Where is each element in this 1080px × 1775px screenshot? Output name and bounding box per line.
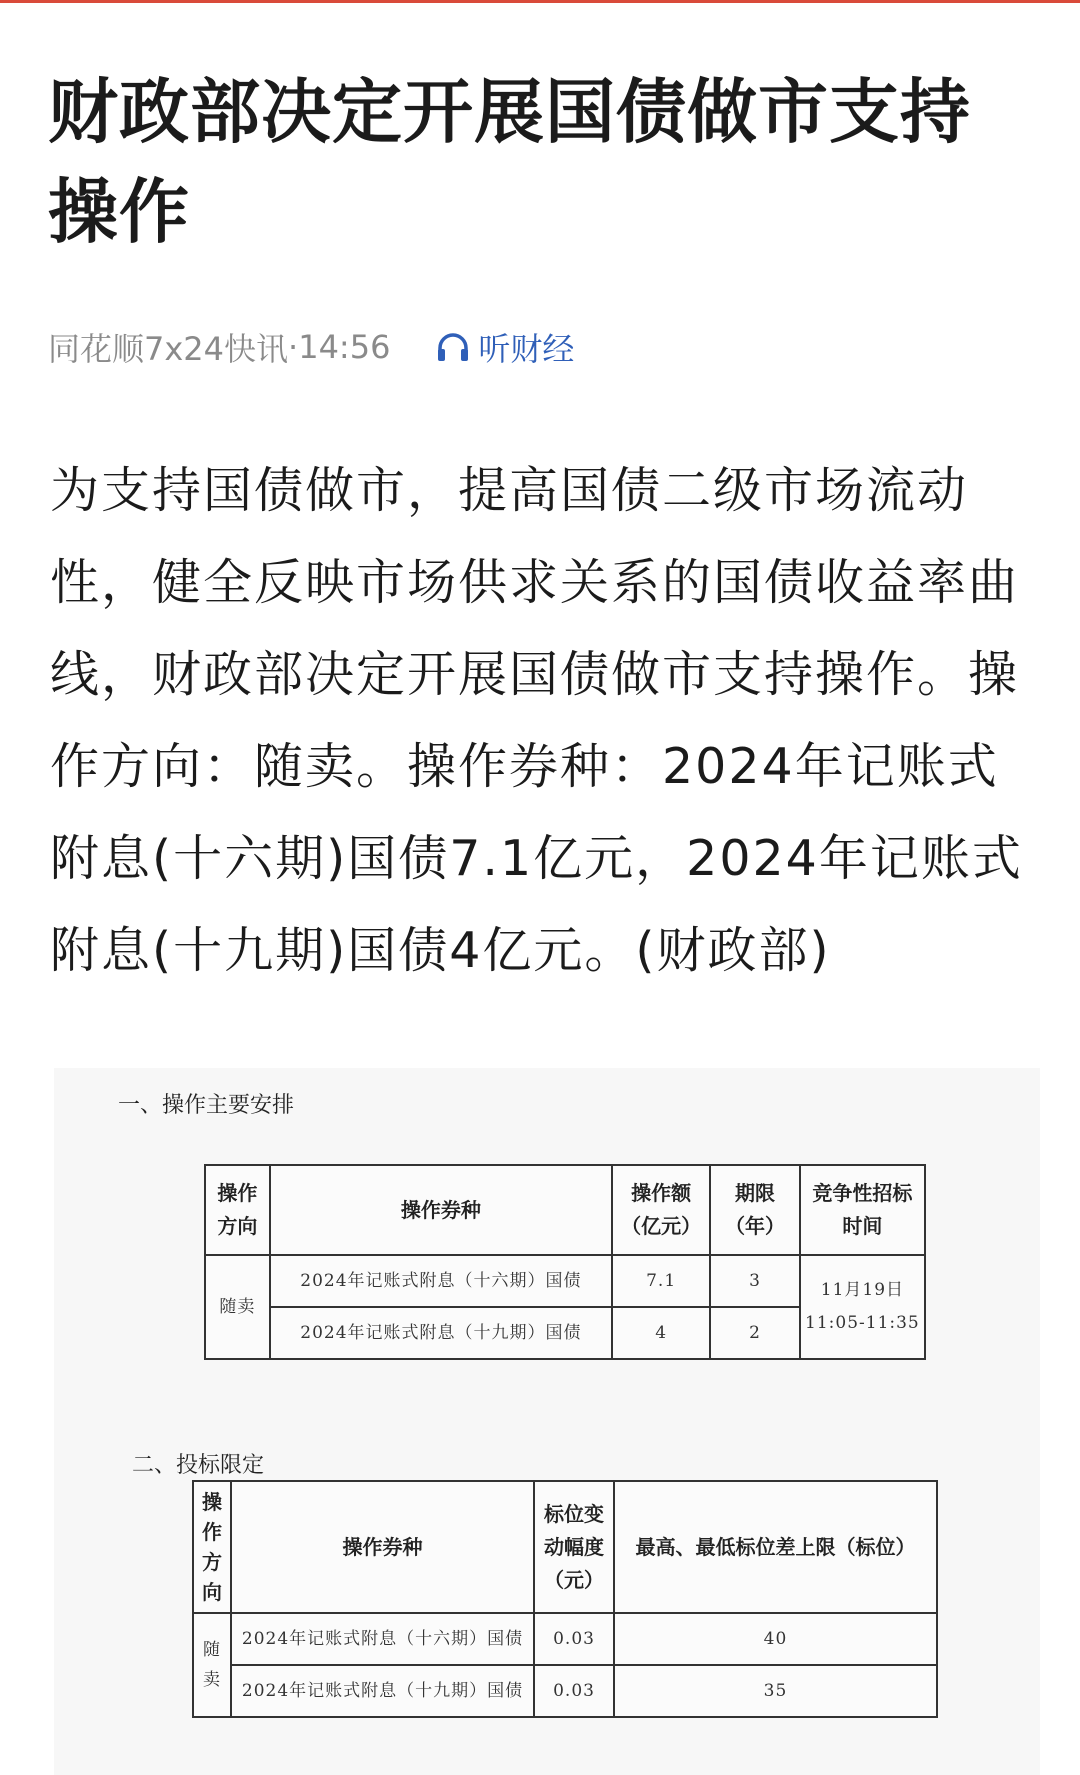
listen-button[interactable] <box>436 324 574 370</box>
t2-limit: 40 <box>614 1613 937 1665</box>
t2-header-limit: 最高、最低标位差上限（标位） <box>614 1481 937 1613</box>
t2-step: 0.03 <box>534 1613 614 1665</box>
top-accent-rule <box>0 0 1080 3</box>
headphones-icon <box>436 331 470 363</box>
t1-time-range: 11:05-11:35 <box>805 1313 920 1333</box>
t1-amount: 4 <box>612 1307 710 1359</box>
table-row <box>205 1255 925 1307</box>
t1-header-time: 竞争性招标时间 <box>800 1165 925 1255</box>
listen-label: 听财经 <box>478 330 575 368</box>
table-row <box>193 1665 937 1717</box>
t1-direction: 随卖 <box>205 1255 270 1359</box>
t1-header-term: 期限（年） <box>710 1165 799 1255</box>
meta-separator: · <box>288 328 299 366</box>
publish-time: 14:56 <box>298 328 391 366</box>
t1-auction-time <box>800 1255 925 1359</box>
t1-amount: 7.1 <box>612 1255 710 1307</box>
t1-term: 3 <box>710 1255 799 1307</box>
operation-table <box>204 1164 926 1360</box>
article-meta <box>48 322 574 372</box>
t2-header-direction: 操作方向 <box>193 1481 231 1613</box>
bid-limit-table <box>192 1480 938 1718</box>
source-label: 同花顺7x24快讯 <box>48 330 289 368</box>
t1-bond: 2024年记账式附息（十六期）国债 <box>270 1255 612 1307</box>
t1-header-bond: 操作券种 <box>270 1165 612 1255</box>
article-body: 为支持国债做市，提高国债二级市场流动性，健全反映市场供求关系的国债收益率曲线，财政部决定开展国债做市支持操作。操作方向：随卖。操作券种：2024年记账式附息(十六期)国债7.1亿元，2024年记账式附息(十九期)国债4亿元。(财政部) <box>50 462 1023 979</box>
t1-header-direction: 操作方向 <box>205 1165 270 1255</box>
t2-bond: 2024年记账式附息（十六期）国债 <box>231 1613 534 1665</box>
t2-header-bond: 操作券种 <box>231 1481 534 1613</box>
document-image <box>54 1068 1040 1775</box>
t1-term: 2 <box>710 1307 799 1359</box>
t1-header-amount: 操作额（亿元） <box>612 1165 710 1255</box>
t2-bond: 2024年记账式附息（十九期）国债 <box>231 1665 534 1717</box>
t2-direction: 随卖 <box>193 1613 231 1717</box>
t2-step: 0.03 <box>534 1665 614 1717</box>
t2-header-step: 标位变动幅度（元） <box>534 1481 614 1613</box>
t2-limit: 35 <box>614 1665 937 1717</box>
article-headline: 财政部决定开展国债做市支持操作 <box>48 71 971 253</box>
section-1-title: 一、操作主要安排 <box>118 1093 295 1118</box>
t1-time-date: 11月19日 <box>820 1280 905 1300</box>
table-row <box>193 1613 937 1665</box>
t1-bond: 2024年记账式附息（十九期）国债 <box>270 1307 612 1359</box>
section-2-title: 二、投标限定 <box>132 1453 265 1478</box>
